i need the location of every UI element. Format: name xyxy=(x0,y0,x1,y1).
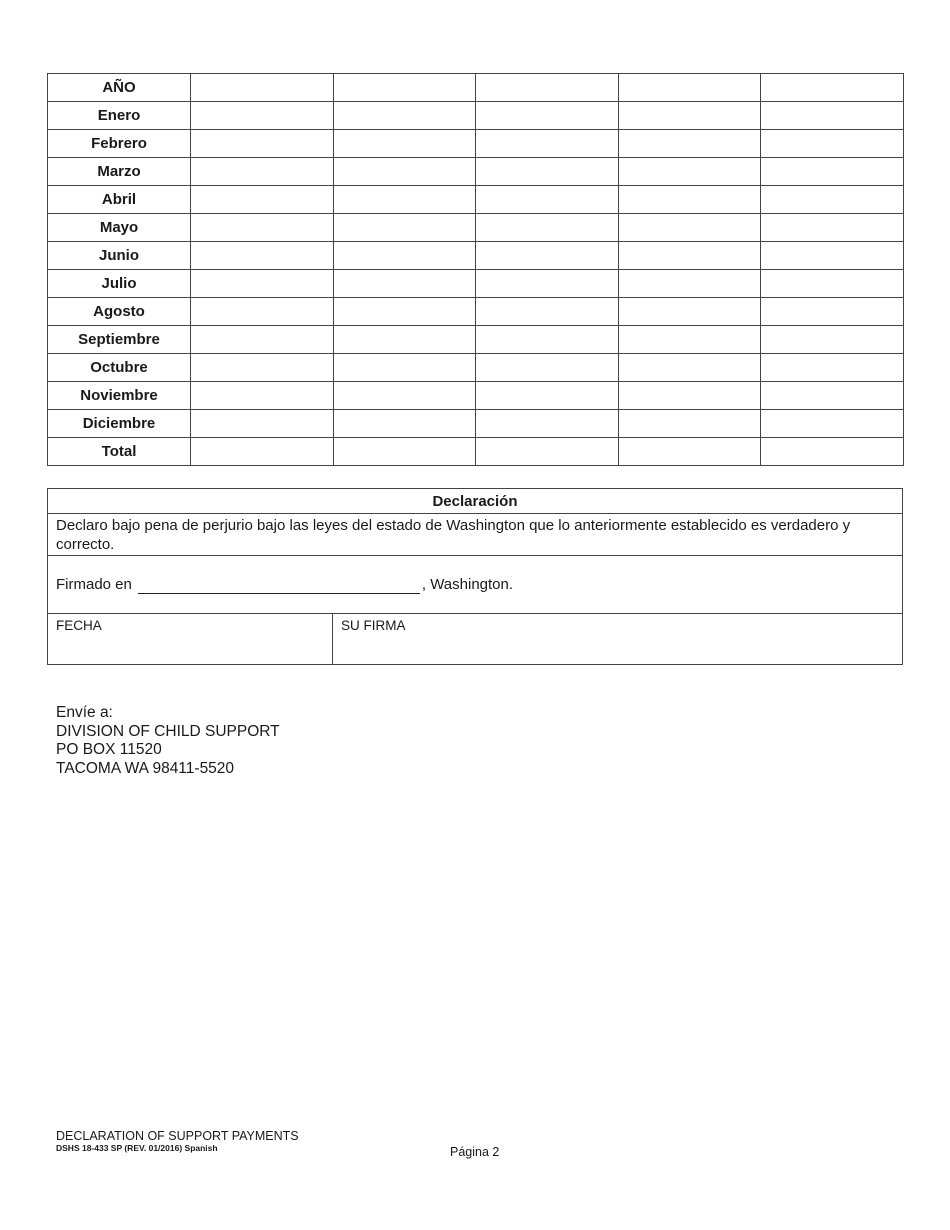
amount-field[interactable] xyxy=(618,326,761,354)
monthly-payments-table xyxy=(47,73,904,466)
amount-field[interactable] xyxy=(476,270,619,298)
amount-field[interactable] xyxy=(333,214,476,242)
table-row xyxy=(48,298,904,326)
year-field-1[interactable] xyxy=(191,74,334,102)
total-label: Total xyxy=(48,438,191,466)
year-field-4[interactable] xyxy=(618,74,761,102)
year-label: AÑO xyxy=(48,74,191,102)
amount-field[interactable] xyxy=(476,158,619,186)
month-label: Abril xyxy=(48,186,191,214)
declaration-title: Declaración xyxy=(48,489,902,514)
amount-field[interactable] xyxy=(618,186,761,214)
date-label: FECHA xyxy=(56,618,102,633)
amount-field[interactable] xyxy=(618,214,761,242)
table-row xyxy=(48,158,904,186)
amount-field[interactable] xyxy=(191,354,334,382)
year-field-2[interactable] xyxy=(333,74,476,102)
amount-field[interactable] xyxy=(191,242,334,270)
amount-field[interactable] xyxy=(191,410,334,438)
month-label: Enero xyxy=(48,102,191,130)
amount-field[interactable] xyxy=(761,326,904,354)
total-field[interactable] xyxy=(333,438,476,466)
mailing-line: TACOMA WA 98411-5520 xyxy=(56,759,235,777)
amount-field[interactable] xyxy=(476,326,619,354)
mailing-line: PO BOX 11520 xyxy=(56,741,162,758)
amount-field[interactable] xyxy=(476,186,619,214)
amount-field[interactable] xyxy=(761,354,904,382)
amount-field[interactable] xyxy=(333,354,476,382)
signature-field[interactable] xyxy=(333,614,902,664)
signed-at-label: Firmado en xyxy=(56,576,132,593)
amount-field[interactable] xyxy=(618,410,761,438)
monthly-payments-table-body xyxy=(48,74,904,466)
year-field-3[interactable] xyxy=(476,74,619,102)
table-row-total xyxy=(48,438,904,466)
signature-row xyxy=(48,614,902,664)
total-field[interactable] xyxy=(618,438,761,466)
amount-field[interactable] xyxy=(191,130,334,158)
amount-field[interactable] xyxy=(761,158,904,186)
month-label: Mayo xyxy=(48,214,191,242)
footer-form-code: DSHS 18-433 SP (REV. 01/2016) Spanish xyxy=(56,1143,218,1153)
declaration-box xyxy=(47,488,903,665)
declaration-text: Declaro bajo pena de perjurio bajo las leyes del estado de Washington que lo anteriormente establecido es verdadero y correcto. xyxy=(48,514,902,556)
amount-field[interactable] xyxy=(761,270,904,298)
amount-field[interactable] xyxy=(333,102,476,130)
amount-field[interactable] xyxy=(191,102,334,130)
amount-field[interactable] xyxy=(333,326,476,354)
amount-field[interactable] xyxy=(761,186,904,214)
page-number: Página 2 xyxy=(450,1145,500,1159)
amount-field[interactable] xyxy=(333,410,476,438)
amount-field[interactable] xyxy=(333,186,476,214)
amount-field[interactable] xyxy=(476,354,619,382)
mailing-line: DIVISION OF CHILD SUPPORT xyxy=(56,722,280,740)
amount-field[interactable] xyxy=(191,382,334,410)
amount-field[interactable] xyxy=(191,214,334,242)
month-label: Diciembre xyxy=(48,410,191,438)
amount-field[interactable] xyxy=(761,410,904,438)
table-row xyxy=(48,214,904,242)
amount-field[interactable] xyxy=(476,410,619,438)
amount-field[interactable] xyxy=(761,298,904,326)
month-label: Agosto xyxy=(48,298,191,326)
amount-field[interactable] xyxy=(618,242,761,270)
signed-at-suffix: , Washington. xyxy=(421,576,514,593)
amount-field[interactable] xyxy=(618,354,761,382)
table-row xyxy=(48,326,904,354)
amount-field[interactable] xyxy=(476,214,619,242)
year-field-5[interactable] xyxy=(761,74,904,102)
signature-label: SU FIRMA xyxy=(341,618,406,633)
amount-field[interactable] xyxy=(476,102,619,130)
amount-field[interactable] xyxy=(191,326,334,354)
month-label: Julio xyxy=(48,270,191,298)
amount-field[interactable] xyxy=(761,214,904,242)
signed-at-row xyxy=(48,556,902,614)
month-label: Febrero xyxy=(48,130,191,158)
date-field[interactable] xyxy=(48,614,333,664)
amount-field[interactable] xyxy=(333,242,476,270)
mailing-address xyxy=(56,704,280,778)
amount-field[interactable] xyxy=(191,158,334,186)
table-row-year xyxy=(48,74,904,102)
amount-field[interactable] xyxy=(191,298,334,326)
table-row xyxy=(48,242,904,270)
amount-field[interactable] xyxy=(333,382,476,410)
amount-field[interactable] xyxy=(333,130,476,158)
footer-form-title: DECLARATION OF SUPPORT PAYMENTS xyxy=(56,1129,299,1143)
amount-field[interactable] xyxy=(191,270,334,298)
amount-field[interactable] xyxy=(191,186,334,214)
month-label: Octubre xyxy=(48,354,191,382)
table-row xyxy=(48,410,904,438)
amount-field[interactable] xyxy=(618,102,761,130)
amount-field[interactable] xyxy=(476,382,619,410)
total-field[interactable] xyxy=(761,438,904,466)
amount-field[interactable] xyxy=(761,382,904,410)
month-label: Septiembre xyxy=(48,326,191,354)
amount-field[interactable] xyxy=(333,270,476,298)
amount-field[interactable] xyxy=(333,158,476,186)
table-row xyxy=(48,186,904,214)
amount-field[interactable] xyxy=(618,158,761,186)
month-label: Junio xyxy=(48,242,191,270)
signed-at-city-field[interactable] xyxy=(138,576,420,594)
amount-field[interactable] xyxy=(761,102,904,130)
month-label: Noviembre xyxy=(48,382,191,410)
amount-field[interactable] xyxy=(618,382,761,410)
footer-form-info xyxy=(56,1129,299,1154)
table-row xyxy=(48,130,904,158)
amount-field[interactable] xyxy=(333,298,476,326)
amount-field[interactable] xyxy=(476,242,619,270)
table-row xyxy=(48,270,904,298)
amount-field[interactable] xyxy=(476,298,619,326)
amount-field[interactable] xyxy=(618,270,761,298)
amount-field[interactable] xyxy=(618,298,761,326)
total-field[interactable] xyxy=(191,438,334,466)
amount-field[interactable] xyxy=(761,130,904,158)
amount-field[interactable] xyxy=(476,130,619,158)
mailing-label: Envíe a: xyxy=(56,704,113,721)
table-row xyxy=(48,354,904,382)
table-row xyxy=(48,102,904,130)
amount-field[interactable] xyxy=(618,130,761,158)
amount-field[interactable] xyxy=(761,242,904,270)
total-field[interactable] xyxy=(476,438,619,466)
table-row xyxy=(48,382,904,410)
month-label: Marzo xyxy=(48,158,191,186)
